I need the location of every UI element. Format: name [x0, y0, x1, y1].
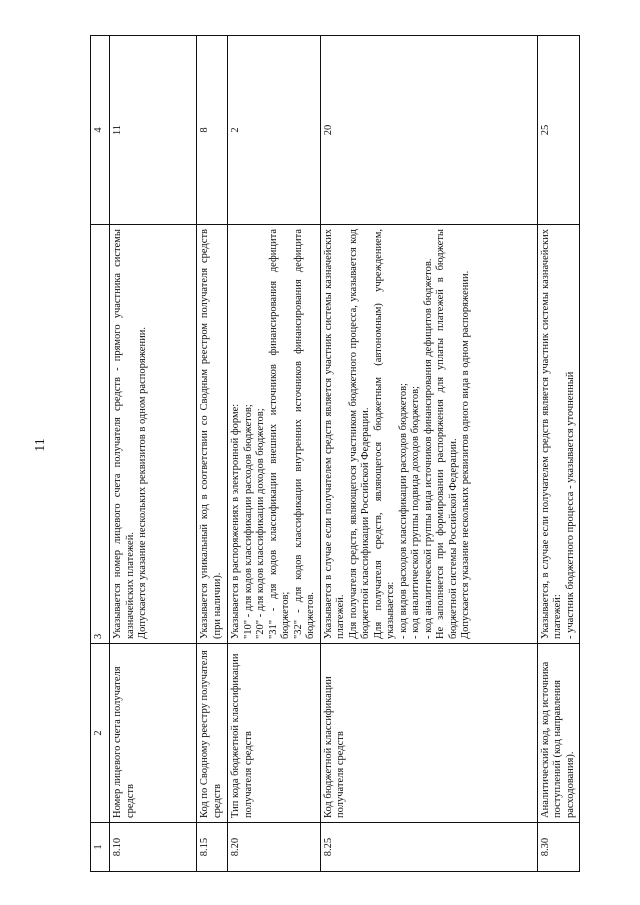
description-line: Указывается, в случае если получателем средств является участник системы казначейских платежей: [539, 229, 563, 639]
row-code: 8.30 [537, 823, 580, 872]
table-row [320, 36, 537, 872]
requisites-table [90, 35, 580, 872]
header-col-1: 1 [91, 823, 110, 872]
row-code: 8.25 [320, 823, 537, 872]
description-line: Допускается указание нескольких реквизитов в одном распоряжении. [137, 327, 148, 639]
description-line: "31" - для кодов классификации внешних источников финансирования дефицита бюджетов; [267, 229, 291, 639]
description-line: - код видов расходов классификации расходов бюджетов; [397, 383, 409, 639]
description-line: "20" - для кодов классификации доходов бюджетов; [255, 408, 266, 639]
description-line: Указывается в распоряжениях в электронной форме: [230, 403, 241, 639]
description-line: - код аналитической группы вида источников финансирования дефицитов бюджетов. [422, 258, 434, 639]
table-row [197, 36, 228, 872]
table-row [228, 36, 321, 872]
header-col-3: 3 [91, 225, 110, 644]
description-line: - участник бюджетного процесса - указывается уточненный [564, 371, 576, 639]
row-length: 25 [537, 36, 580, 225]
row-name: Аналитический код, код источника поступлений (код направления расходования). [537, 644, 580, 823]
table-row [110, 36, 197, 872]
row-name: Код по Сводному реестру получателя средств [197, 644, 228, 823]
description-line: Не заполняется при формировании распоряжения для уплаты платежей в бюджеты бюджетной системы Российской Федерации. [435, 229, 459, 639]
description-line: Для получателя средств, являющегося участником бюджетного процесса, указывается код бюджетной классификации Российской Федерации. [347, 229, 371, 639]
row-length: 8 [197, 36, 228, 225]
row-description [228, 225, 321, 644]
description-line: "10" - для кодов классификации расходов бюджетов; [242, 404, 254, 639]
header-col-2: 2 [91, 644, 110, 823]
row-description [110, 225, 197, 644]
description-line: Указывается в случае если получателем средств является участник системы казначейских платежей. [322, 229, 346, 639]
document-table-container [90, 72, 576, 872]
row-code: 8.10 [110, 823, 197, 872]
description-line: Указывается уникальный код в соответствии со Сводным реестром получателя средств (при наличии). [199, 229, 223, 639]
row-length: 20 [320, 36, 537, 225]
row-name: Тип кода бюджетной классификации получателя средств [228, 644, 321, 823]
row-length: 2 [228, 36, 321, 225]
header-col-4: 4 [91, 36, 110, 225]
row-length: 11 [110, 36, 197, 225]
rotated-table-wrapper [90, 72, 576, 872]
row-description [197, 225, 228, 644]
row-code: 8.20 [228, 823, 321, 872]
row-description [537, 225, 580, 644]
description-line: Указывается номер лицевого счета получателя средств - прямого участника системы казначейских платежей. [112, 229, 136, 639]
row-description [320, 225, 537, 644]
table-row [537, 36, 580, 872]
row-name: Код бюджетной классификации получателя средств [320, 644, 537, 823]
description-line: Для получателя средств, являющегося бюджетным (автономным) учреждением, указывается: [372, 229, 396, 639]
row-code: 8.15 [197, 823, 228, 872]
description-line: "32" - для кодов классификации внутренних источников финансирования дефицита бюджетов. [292, 229, 316, 639]
table-header-row [91, 36, 110, 872]
row-name: Номер лицевого счета получателя средств [110, 644, 197, 823]
description-line: Допускается указание нескольких реквизитов одного вида в одном распоряжении. [460, 270, 471, 639]
description-line: - код аналитической группы подвида доходов бюджетов; [410, 386, 421, 639]
page-number: 11 [33, 438, 48, 452]
